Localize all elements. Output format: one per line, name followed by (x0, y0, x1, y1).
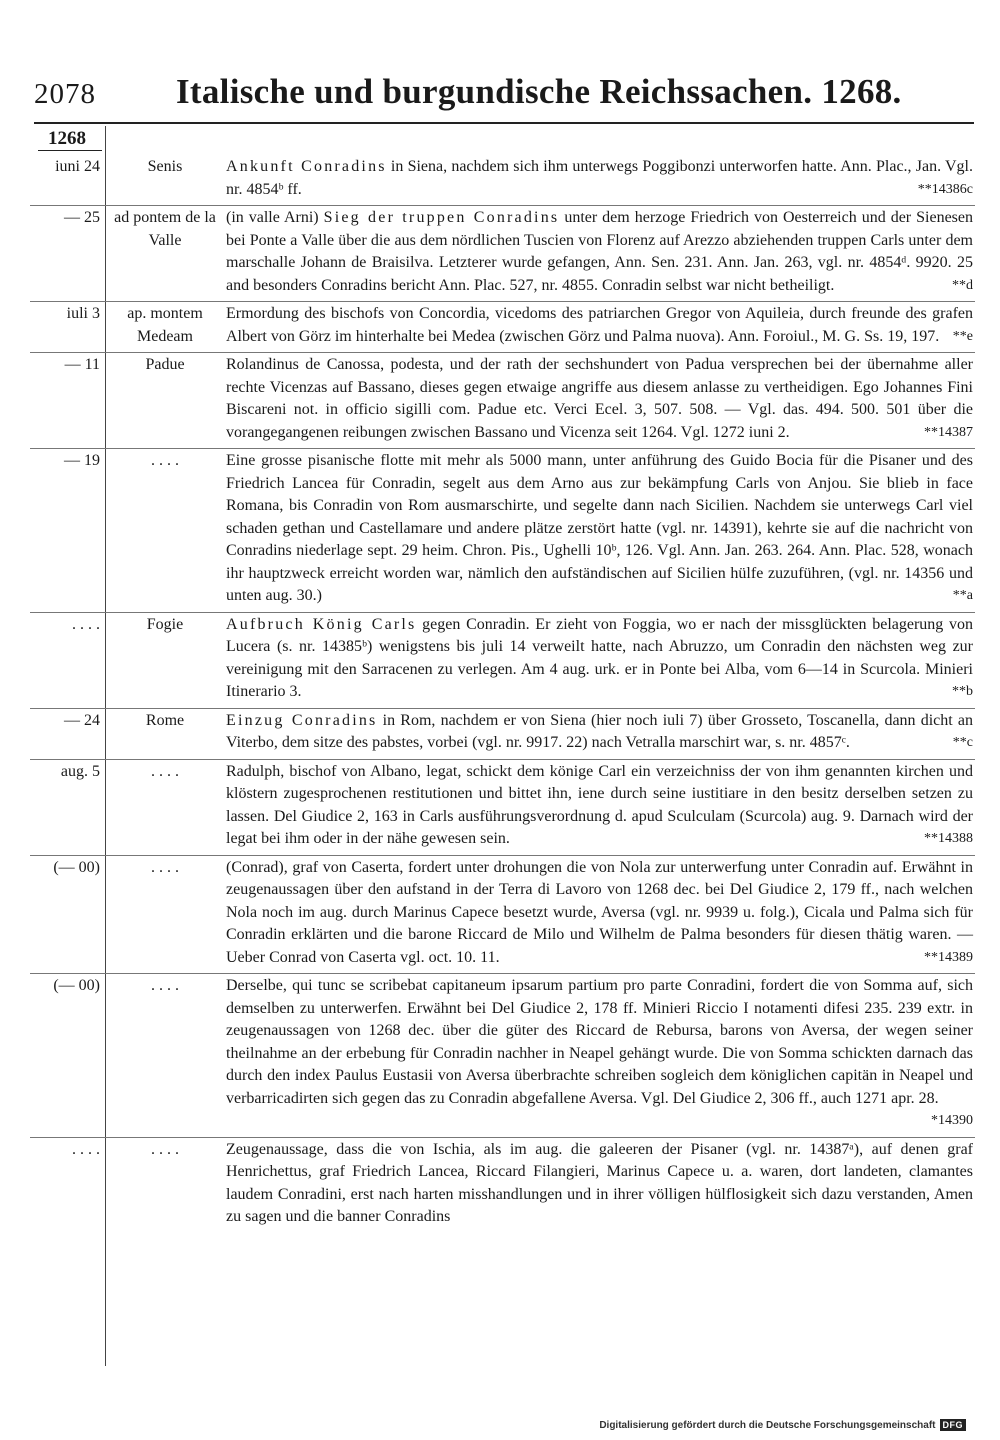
entry-ref: **c (952, 735, 973, 750)
entry-place: Fogie (146, 615, 184, 633)
entry-body: Ermordung des bischofs von Concordia, vicedoms des patriarchen Gregor von Aquileia, durch freunde des grafen Albert von Görz im hinterhalte bei Medea (zwischen Görz und Palma nuova). Ann. Foroiul., M. G. Ss. 19, 197. (226, 305, 973, 345)
entry-lead: Sieg der truppen Conradins (323, 209, 560, 226)
digitization-credit (599, 1419, 966, 1431)
entry-text (226, 450, 975, 608)
entry-lead: Ankunft Conradins (226, 158, 387, 175)
entry-body: (Conrad), graf von Caserta, fordert unter drohungen die von Nola zur unterwerfung unter Conradin auf. Erwähnt in zeugenaussagen über den aufstand in der Terra di Lavoro von 1268 dec. bei Del Giudice 2, 179 ff., nach welchen Nola noch im aug. durch Marinus Capece besetzt wurde, Aversa (vgl. nr. 9939 u. folg.), Cicala und Palma sich für Conradin erklärten und die barone Riccard de Milo und Wilhelm de Palma besonders für diesen thätig waren. — Ueber Conrad von Caserta vgl. oct. 10. 11. (226, 858, 973, 966)
entry-place: Senis (147, 158, 183, 175)
entry-place: . . . . (151, 977, 179, 994)
entry-date: — 11 (64, 356, 100, 373)
entry-body: in Rom, nachdem er von Siena (hier noch iuli 7) über Grosseto, Toscanella, dann dicht an Viterbo, dem sitze des pabstes, vorbei (vgl. nr. 9917. 22) nach Vetralla marschirt war, s. nr. 4857ᶜ. (226, 711, 974, 751)
entry-body: in Siena, nachdem sich ihm unterwegs Poggibonzi unterworfen hatte. Ann. Plac., Jan. Vgl. nr. 4854ᵇ ff. (226, 158, 973, 198)
entry-lead: Einzug Conradins (226, 711, 378, 729)
entry-place: ad pontem de la Valle (114, 209, 216, 249)
regest-entry (30, 1138, 975, 1233)
page-header (34, 70, 974, 120)
entry-ref: **d (952, 277, 973, 293)
regest-entry (30, 613, 975, 709)
regest-entries (30, 155, 975, 1233)
page-number: 2078 (34, 78, 96, 110)
entry-body: Eine grosse pisanische flotte mit mehr als 5000 mann, unter anführung des Guido Bocia für die Pisaner und des Friedrich Lancea für Conradin, segelt aus dem Arno aus zur bekämpfung Carls von Anjou. Sie blieb in face Romana, bis Conradin von Rom ausmarschirte, und segelte dann nach Sicilien. Nachdem sie unterwegs Carl viel schaden gethan und Castellamare und andere plätze zerstört hatte (vgl. nr. 14391), kehrte sie auf die nachricht von Conradins niederlage sept. 29 heim. Chron. Pis., Ughelli 10ᵇ, 126. Vgl. Ann. Jan. 263. 264. Ann. Plac. 528, wonach ihr hauptzweck erreicht worden war, nämlich den aufständischen auf Sicilien hülfe zuzuführen, (vgl. nr. 14356 und unten aug. 30.) (226, 452, 973, 604)
entry-body: Radulph, bischof von Albano, legat, schickt dem könige Carl ein verzeichniss der von ihm genannten kirchen und klöstern zugesprochenen restitutionen und bittet ihn, iene durch seine iustitiare in den besitz derselben setzen zu lassen. Del Giudice 2, 163 in Carls ausführungsverordnung d. apud Sculculam (Scurcola) aug. 9. Darnach wird der legat bei ihm oder in der nähe gewesen sein. (226, 762, 973, 847)
header-rule (34, 122, 974, 124)
entry-date: — 25 (64, 209, 100, 226)
entry-place: . . . . (151, 1140, 179, 1158)
entry-place: Rome (145, 711, 185, 729)
entry-text (226, 761, 975, 851)
entry-place: ap. montem Medeam (127, 305, 203, 345)
entry-body: Derselbe, qui tunc se scribebat capitaneum ipsarum partium pro parte Conradini, fordert die von Somma auf, sich demselben zu unterwerfen. Erwähnt bei Del Giudice 2, 178 ff. Minieri Riccio I notamenti difesi 235. 239 extr. in zeugenaussagen von 1268 dec. über die güter des Riccard de Rebursa, barons von Aversa, der wegen seiner theilnahme an der erbebung für Conradin nachher in Neapel gehängt wurde. Die von Somma schickten darnach das durch den index Paulus Eustasii von Aversa überbrachte schreiben sogleich dem königlichen capitän in Neapel und verbarricadirten sich gegen das zu Conradin abgefallene Aversa. Vgl. Del Giudice 2, 306 ff., auch 1271 apr. 28. (226, 977, 973, 1107)
entry-text (226, 710, 975, 755)
entry-date: iuli 3 (66, 305, 100, 322)
entry-text (226, 857, 975, 970)
entry-ref: **14388 (924, 831, 973, 846)
entry-text (226, 975, 975, 1133)
entry-ref: **14387 (924, 424, 973, 440)
entry-ref: **14389 (924, 949, 973, 965)
entry-lead: Aufbruch König Carls (226, 615, 417, 633)
entry-ref: *14390 (931, 1113, 973, 1128)
entry-place: . . . . (151, 858, 179, 876)
entry-date: — 24 (64, 711, 100, 729)
regest-entry (30, 760, 975, 856)
year-underline (38, 150, 102, 151)
regest-entry (30, 449, 975, 613)
entry-body: Rolandinus de Canossa, podesta, und der rath der sechshundert von Padua versprechen bei der übernahme aller rechte Vicenzas auf Bassano, dieses gegen etwaige angriffe aus diesem anlasse zu vertheidigen. Ego Johannes Fini Biscareni not. in officio sigilli com. Padue etc. Verci Ecel. 3, 507. 508. — Vgl. das. 494. 500. 501 über die vorangegangenen reibungen zwischen Bassano und Vicenza seit 1264. Vgl. 1272 iuni 2. (226, 356, 973, 441)
entry-text (226, 354, 975, 444)
entry-date: iuni 24 (55, 158, 100, 175)
regest-entry (30, 709, 975, 760)
regest-entry (30, 155, 975, 206)
entry-date: . . . . (72, 1140, 100, 1158)
entry-date: . . . . (72, 615, 100, 633)
year-label: 1268 (48, 128, 86, 149)
regest-entry (30, 974, 975, 1138)
entry-text (226, 207, 975, 297)
regest-entry (30, 856, 975, 975)
entry-text (226, 1139, 975, 1229)
entry-date: — 19 (64, 452, 100, 469)
entry-pre: (in valle Arni) (226, 209, 324, 226)
page-title: Italische und burgundische Reichssachen. 1268. (176, 72, 902, 111)
entry-place: Padue (145, 356, 185, 373)
entry-ref: **a (952, 588, 973, 603)
entry-date: (— 00) (53, 858, 100, 876)
entry-text (226, 156, 975, 201)
entry-ref: **b (952, 684, 973, 699)
entry-text (226, 303, 975, 348)
regest-entry (30, 302, 975, 353)
entry-ref: **14386c (917, 181, 973, 197)
entry-body: Zeugenaussage, dass die von Ischia, als im aug. die galeeren der Pisaner (vgl. nr. 14387ᵃ), auf denen graf Henrichettus, graf Friedrich Lancea, Riccard Filangieri, Marinus Capece u. a. waren, dort landeten, clamantes laudem Conradini, erst nach harten misshandlungen und in ihrer völligen hülflosigkeit sich dazu verstanden, Amen zu sagen und die banner Conradins (226, 1140, 973, 1225)
regest-entry (30, 353, 975, 449)
entry-place: . . . . (151, 452, 179, 469)
entry-body: gegen Conradin. Er zieht von Foggia, wo er nach der missglückten belagerung von Lucera (s. nr. 14385ᵇ) wenigstens bis juli 14 verweilt hatte, nach Abruzzo, um Conradin den nächsten weg zur vereinigung mit den Sarracenen zu verlegen. Am 4 aug. urk. er in Ponte bei Alba, vom 6—14 in Scurcola. Minieri Itinerario 3. (226, 615, 973, 700)
entry-body: unter dem herzoge Friedrich von Oesterreich und der Sienesen bei Ponte a Valle über die aus dem nördlichen Tuscien von Florenz auf Arezzo abziehenden truppen Carls unter dem marschalle Johann de Braisilva. Letzterer wurde gefangen, Ann. Sen. 231. Ann. Jan. 263, vgl. nr. 4854ᵈ. 9920. 25 and besonders Conradins bericht Ann. Plac. 527, nr. 4855. Conradin selbst war nicht betheiligt. (226, 209, 973, 294)
entry-date: (— 00) (53, 977, 100, 994)
entry-place: . . . . (151, 762, 179, 780)
entry-date: aug. 5 (60, 762, 100, 780)
entry-ref: **e (952, 328, 973, 344)
entry-text (226, 614, 975, 704)
dfg-logo: DFG (940, 1419, 967, 1431)
credit-text: Digitalisierung gefördert durch die Deutsche Forschungsgemeinschaft (599, 1419, 936, 1431)
regest-entry (30, 206, 975, 302)
